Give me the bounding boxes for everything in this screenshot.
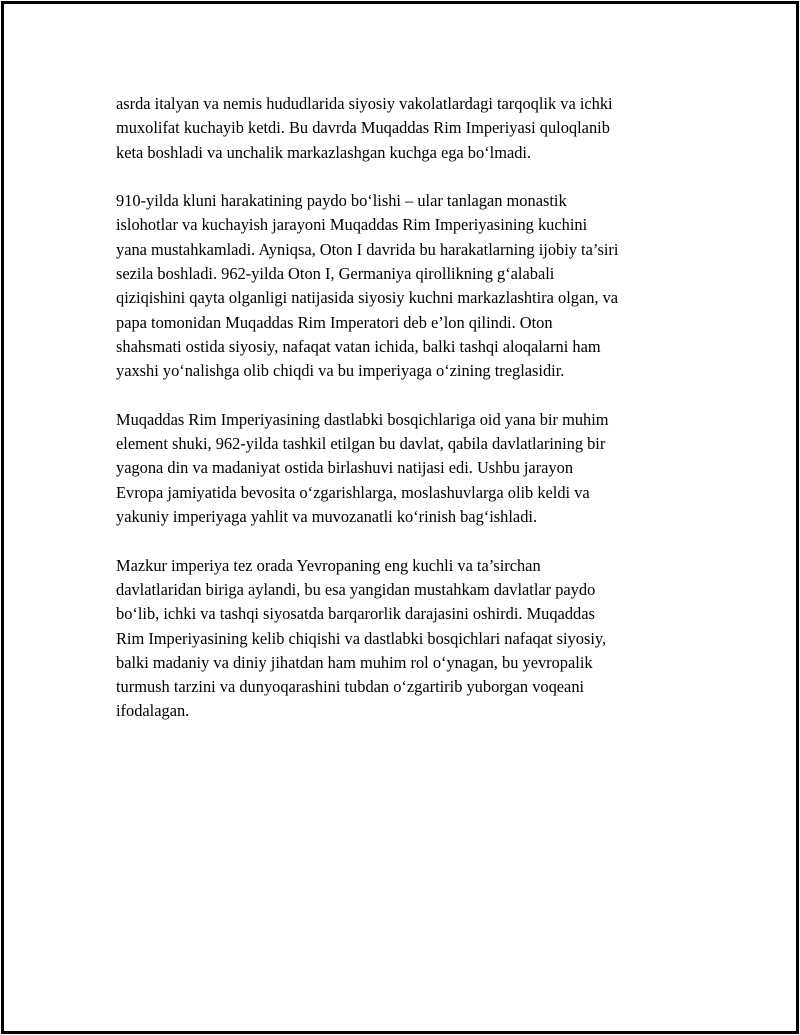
text-line: asrda italyan va nemis hududlarida siyosiy vakolatlardagi tarqoqlik va ichki xyxy=(116,94,613,113)
text-line: bo‘lib, ichki va tashqi siyosatda barqarorlik darajasini oshirdi. Muqaddas xyxy=(116,604,595,624)
paragraph-4 xyxy=(116,554,696,724)
text-line: muxolifat kuchayib ketdi. Bu davrda Muqaddas Rim Imperiyasi quloqlanib xyxy=(116,118,610,138)
text-line: yagona din va madaniyat ostida birlashuvi natijasi edi. Ushbu jarayon xyxy=(116,458,574,478)
paragraph-1 xyxy=(116,92,696,165)
text-line: shahsmati ostida siyosiy, nafaqat vatan ichida, balki tashqi aloqalarni ham xyxy=(116,336,601,356)
text-line: Evropa jamiyatida bevosita o‘zgarishlarga, moslashuvlarga olib keldi va xyxy=(116,482,590,502)
text-line: davlatlaridan biriga aylandi, bu esa yangidan mustahkam davlatlar paydo xyxy=(116,579,596,599)
paragraph-3 xyxy=(116,408,696,529)
text-line: papa tomonidan Muqaddas Rim Imperatori deb e’lon qilindi. Oton xyxy=(116,312,553,332)
text-line: sezila boshladi. 962-yilda Oton I, Germaniya qirollikning g‘alabali xyxy=(116,264,555,284)
text-line: element shuki, 962-yilda tashkil etilgan bu davlat, qabila davlatlarining bir xyxy=(116,434,606,454)
text-line: yakuniy imperiyaga yahlit va muvozanatli ko‘rinish bag‘ishladi. xyxy=(116,507,538,527)
text-line: 910-yilda kluni harakatining paydo bo‘lishi – ular tanlagan monastik xyxy=(116,191,567,211)
paragraph-2 xyxy=(116,189,696,383)
text-line: islohotlar va kuchayish jarayoni Muqaddas Rim Imperiyasining kuchini xyxy=(116,215,588,235)
text-line: keta boshladi va unchalik markazlashgan kuchga ega bo‘lmadi. xyxy=(116,142,532,162)
text-line: yana mustahkamladi. Ayniqsa, Oton I davrida bu harakatlarning ijobiy ta’siri xyxy=(116,239,619,259)
text-line: balki madaniy va diniy jihatdan ham muhim rol o‘ynagan, bu yevropalik xyxy=(116,652,593,672)
text-line: Muqaddas Rim Imperiyasining dastlabki bosqichlariga oid yana bir muhim xyxy=(116,409,609,429)
text-line: yaxshi yo‘nalishga olib chiqdi va bu imperiyaga o‘zining treglasidir. xyxy=(116,361,565,381)
document-body xyxy=(116,92,696,748)
text-line: ifodalagan. xyxy=(116,701,190,721)
text-line: Rim Imperiyasining kelib chiqishi va dastlabki bosqichlari nafaqat siyosiy, xyxy=(116,628,607,648)
text-line: qiziqishini qayta olganligi natijasida siyosiy kuchni markazlashtira olgan, va xyxy=(116,288,619,308)
text-line: turmush tarzini va dunyoqarashini tubdan o‘zgartirib yuborgan voqeani xyxy=(116,677,585,697)
text-line: Mazkur imperiya tez orada Yevropaning eng kuchli va ta’sirchan xyxy=(116,555,541,575)
